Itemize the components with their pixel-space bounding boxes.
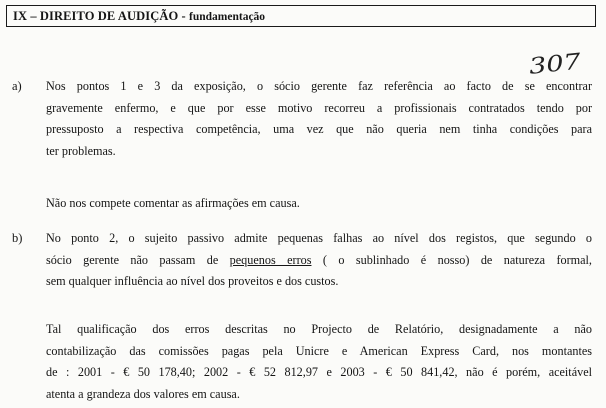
paragraph-a-line-2: gravemente enfermo, e que por esse motivo recorreu a profissionais contratados tendo por (46, 100, 592, 115)
paragraph-a-line-1: Nos pontos 1 e 3 da exposição, o sócio gerente faz referência ao facto de se encontrar (46, 79, 592, 93)
paragraph-a-note-line: Não nos compete comentar as afirmações em causa. (46, 196, 300, 210)
section-title: IX – DIREITO DE AUDIÇÃO - (13, 9, 190, 23)
underlined-phrase: pequenos erros (229, 252, 312, 267)
paragraph-b-2 (46, 319, 592, 405)
paragraph-b2-line-3: de : 2001 - € 50 178,40; 2002 - € 52 812,97 e 2003 - € 50 841,42, não é porém, aceitável (46, 365, 592, 379)
paragraph-a-line-3: pressuposto a respectiva competência, uma vez que não queria nem tinha condições para (46, 122, 592, 136)
paragraph-b (46, 228, 592, 293)
section-subtitle: fundamentação (189, 11, 266, 23)
list-marker-a: a) (12, 79, 22, 93)
paragraph-a-line-4: ter problemas. (46, 143, 116, 158)
paragraph-b-line-3: sem qualquer influência ao nível dos proveitos e dos custos. (46, 274, 339, 288)
paragraph-a-note (46, 193, 592, 215)
paragraph-b-line-1: No ponto 2, o sujeito passivo admite pequenas falhas ao nível dos registos, que segundo o (46, 231, 592, 245)
paragraph-b2-line-1: Tal qualificação dos erros descritas no Projecto de Relatório, designadamente a não (46, 322, 592, 336)
list-marker-b: b) (12, 231, 23, 245)
paragraph-b-line-2-end: ( o sublinhado é nosso) de natureza formal, (311, 252, 592, 267)
paragraph-b-line-2 (46, 250, 592, 272)
paragraph-b2-line-2: contabilização das comissões pagas pela Unicre e American Express Card, nos montantes (46, 343, 592, 358)
paragraph-b-line-2-start: sócio gerente não passam de (46, 252, 230, 267)
paragraph-a (46, 76, 592, 162)
paragraph-b2-line-4: atenta a grandeza dos valores em causa. (46, 386, 240, 401)
section-header (6, 5, 596, 27)
page-number-text: 307 (527, 50, 573, 80)
